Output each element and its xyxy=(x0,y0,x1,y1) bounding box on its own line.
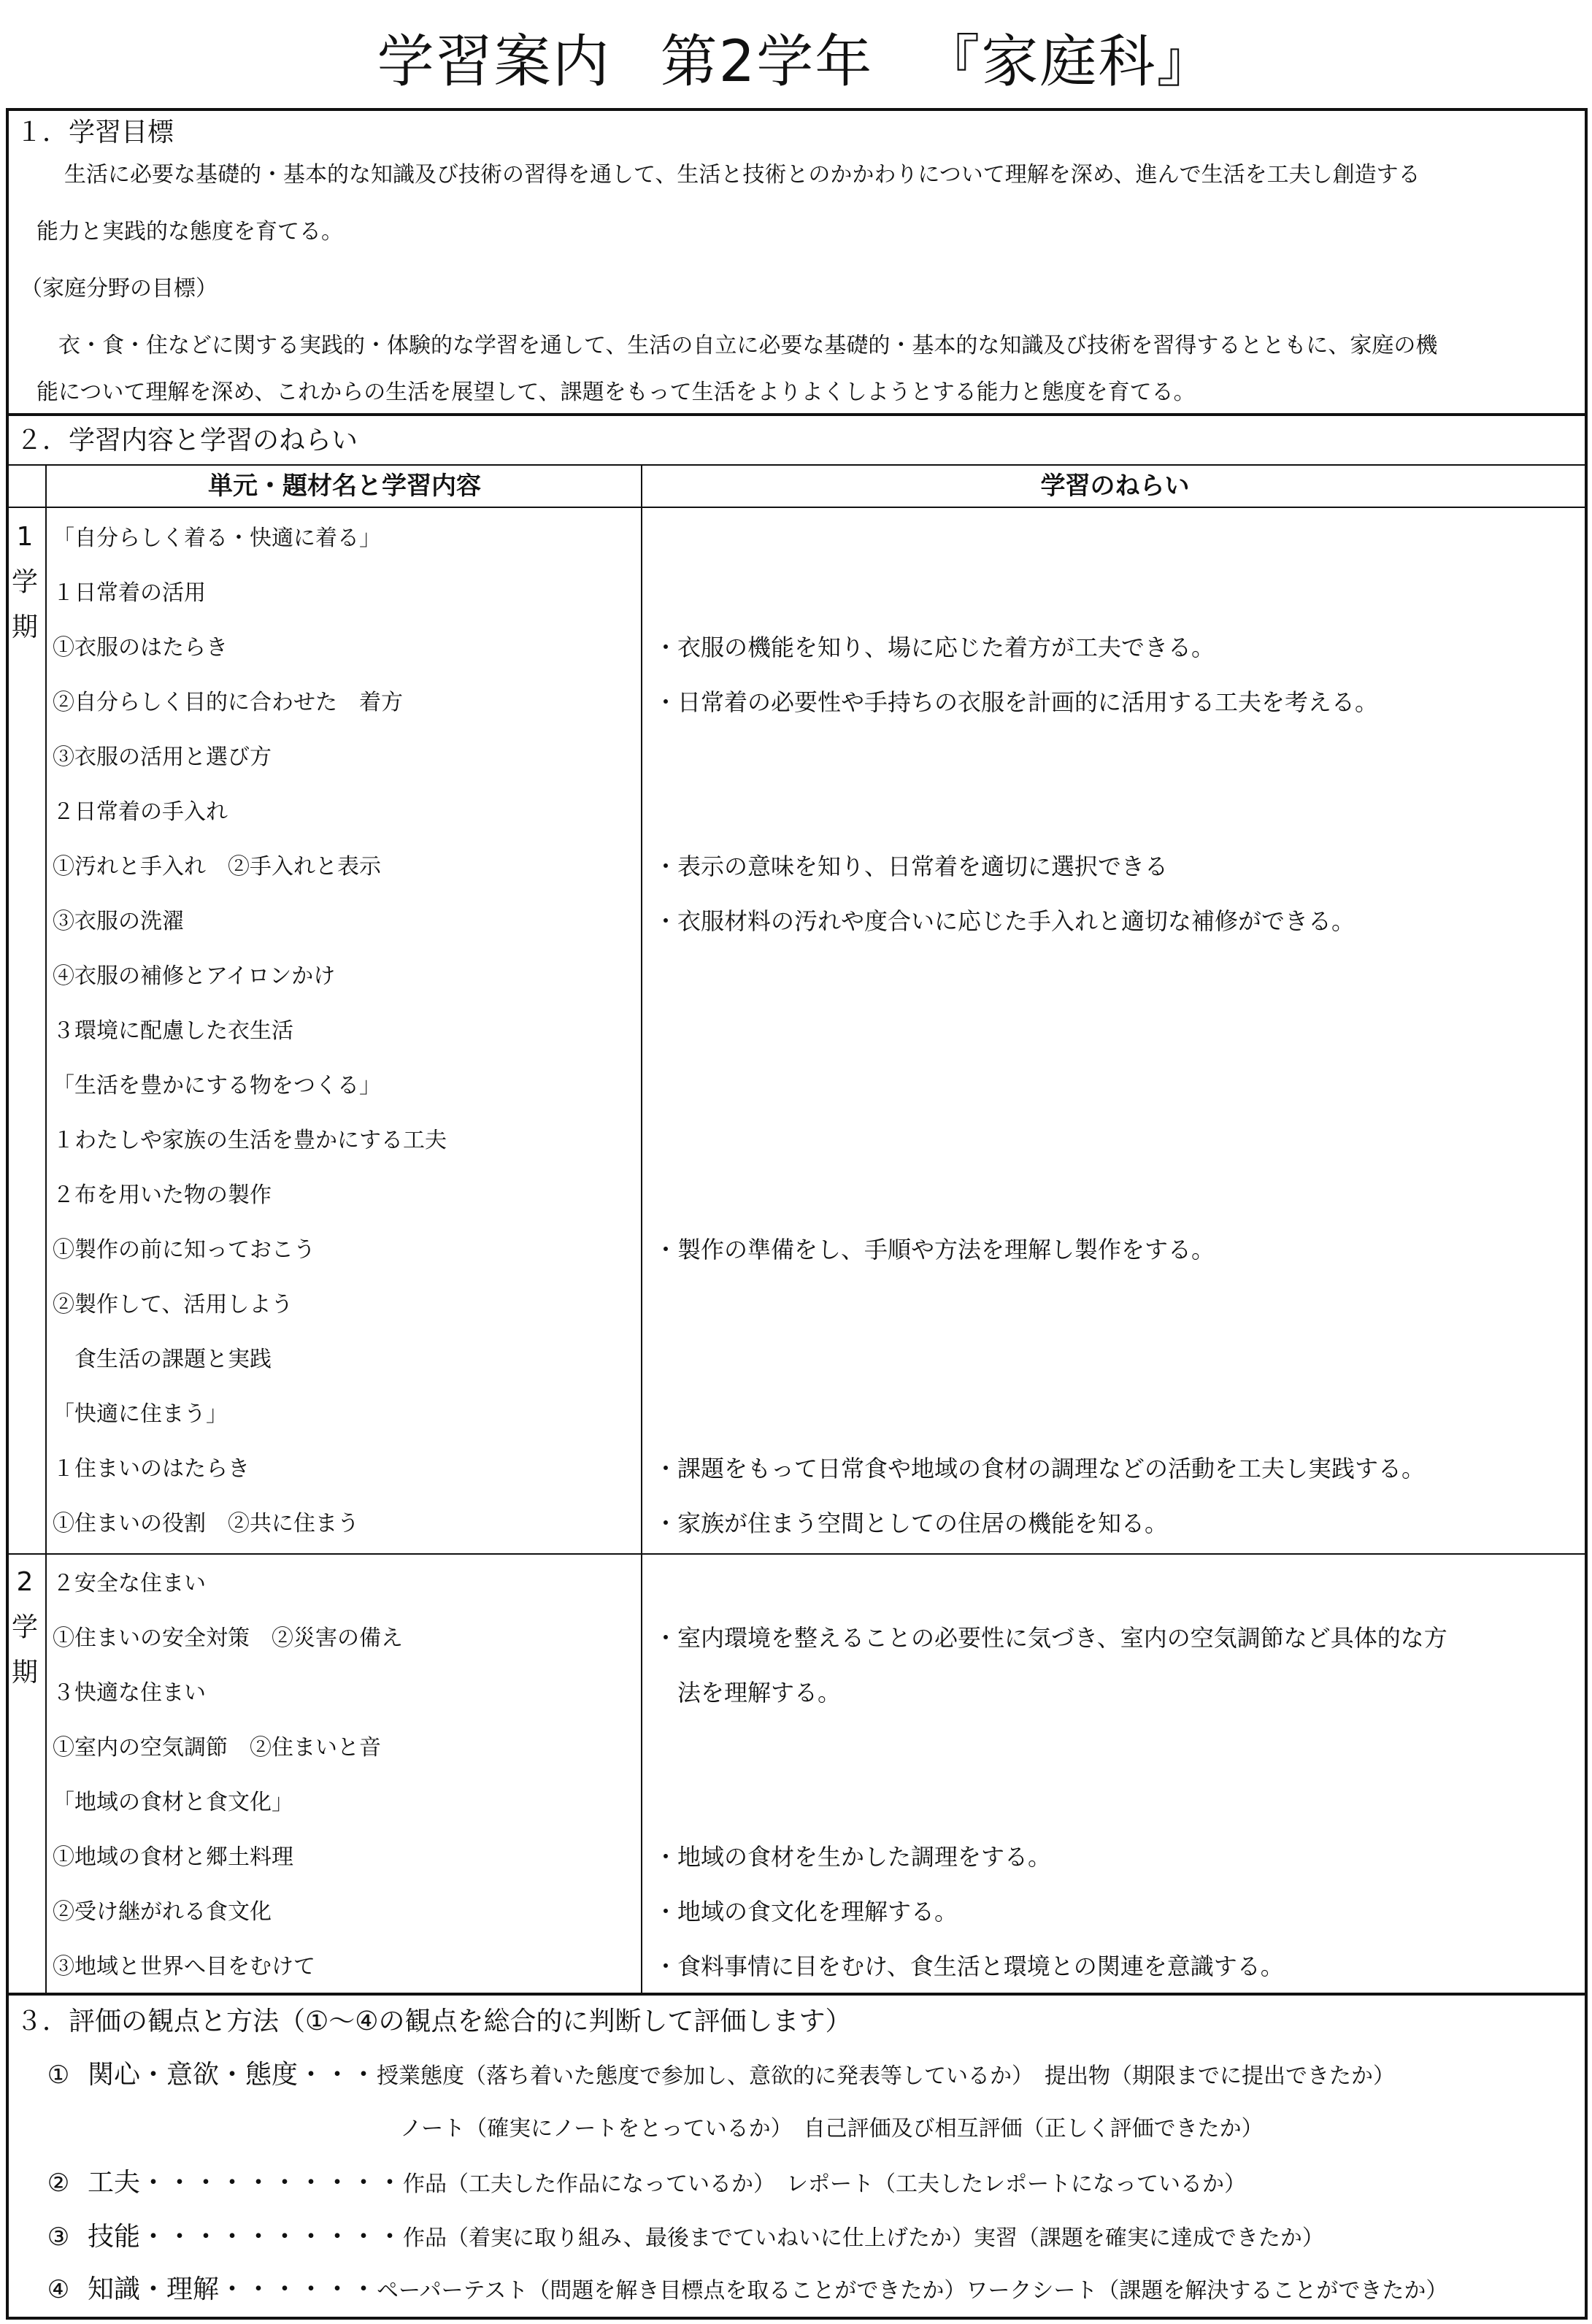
term1-item: ①衣服のはたらき xyxy=(53,635,228,661)
term2-item: ①地域の食材と郷土料理 xyxy=(53,1844,293,1870)
eval-category: 関心・意欲・態度・・・ xyxy=(88,2060,377,2090)
eval-item-1 xyxy=(29,2048,1395,2102)
term1-item: ②製作して、活用しよう xyxy=(53,1292,293,1317)
section1-heading: １．学習目標 xyxy=(16,118,174,147)
divider xyxy=(6,507,1588,508)
term1-aim: ・課題をもって日常食や地域の食材の調理などの活動を工夫し実践する。 xyxy=(654,1455,1426,1482)
divider xyxy=(6,1993,1588,1996)
home-goal-line-1: 衣・食・住などに関する実践的・体験的な学習を通して、生活の自立に必要な基礎的・基本的な知識及び技術を習得するとともに、家庭の機 xyxy=(58,333,1438,358)
eval-category: 工夫・・・・・・・・・・ xyxy=(88,2168,404,2198)
term1-item: ２布を用いた物の製作 xyxy=(53,1182,272,1208)
term2-item: ①室内の空気調節 ②住まいと音 xyxy=(53,1735,381,1761)
eval-desc: 授業態度（落ち着いた態度で参加し、意欲的に発表等しているか） 提出物（期限までに提出できたか） xyxy=(377,2063,1396,2089)
section2-heading: ２．学習内容と学習のねらい xyxy=(16,426,358,455)
home-goal-line-2: 能について理解を深め、これからの生活を展望して、課題をもって生活をよりよくしようとする能力と態度を育てる。 xyxy=(36,380,1196,405)
term2-label-num: 2 xyxy=(16,1567,34,1597)
eval-category: 技能・・・・・・・・・・ xyxy=(88,2222,404,2252)
term1-aim: ・日常着の必要性や手持ちの衣服を計画的に活用する工夫を考える。 xyxy=(654,688,1379,716)
eval-desc: ペーパーテスト（問題を解き目標点を取ることができたか）ワークシート（課題を解決することができたか） xyxy=(377,2278,1448,2304)
title-part-1: 学習案内 xyxy=(377,29,611,95)
term1-aim: ・表示の意味を知り、日常着を適切に選択できる xyxy=(654,853,1169,880)
term2-aim: ・地域の食文化を理解する。 xyxy=(654,1898,958,1925)
term1-item: 「生活を豊かにする物をつくる」 xyxy=(53,1073,381,1098)
term1-item: ③衣服の活用と選び方 xyxy=(53,744,272,770)
term-divider xyxy=(6,1553,1588,1555)
eval-num: ③ xyxy=(47,2223,70,2252)
term1-aim: ・衣服の機能を知り、場に応じた着方が工夫できる。 xyxy=(654,634,1215,661)
title-part-2: 第2学年 xyxy=(660,29,874,95)
eval-desc: 作品（工夫した作品になっているか） レポート（工夫したレポートになっているか） xyxy=(403,2171,1247,2197)
eval-num: ① xyxy=(47,2061,70,2090)
term2-item: ②受け継がれる食文化 xyxy=(53,1899,272,1925)
term2-item: ２安全な住まい xyxy=(53,1571,206,1596)
table-vline-term xyxy=(45,464,47,1993)
term1-item: ①汚れと手入れ ②手入れと表示 xyxy=(53,854,381,880)
term1-label-gaku: 学 xyxy=(11,567,38,597)
table-vline-middle xyxy=(641,464,642,1993)
term1-item: ２日常着の手入れ xyxy=(53,799,228,825)
term1-item: １住まいのはたらき xyxy=(53,1456,250,1482)
term2-aim: 法を理解する。 xyxy=(654,1679,842,1707)
term1-item: ④衣服の補修とアイロンかけ xyxy=(53,963,336,989)
term2-aim: ・室内環境を整えることの必要性に気づき、室内の空気調節など具体的な方 xyxy=(654,1624,1447,1652)
term2-item: ③地域と世界へ目をむけて xyxy=(53,1954,315,1979)
term2-item: 「地域の食材と食文化」 xyxy=(53,1790,293,1815)
term1-item: １日常着の活用 xyxy=(53,580,206,606)
goal-line-1: 生活に必要な基礎的・基本的な知識及び技術の習得を通して、生活と技術とのかかわりについて理解を深め、進んで生活を工夫し創造する xyxy=(64,162,1420,188)
eval-item-4 xyxy=(29,2263,1447,2317)
term1-item: ②自分らしく目的に合わせた 着方 xyxy=(53,690,403,715)
term1-item: ①住まいの役割 ②共に住まう xyxy=(53,1511,359,1536)
term2-label-gaku: 学 xyxy=(11,1612,38,1642)
divider xyxy=(6,413,1588,416)
section3-heading: ３．評価の観点と方法（①～④の観点を総合的に判断して評価します） xyxy=(16,2006,852,2036)
term2-item: ３快適な住まい xyxy=(53,1680,206,1706)
eval-category: 知識・理解・・・・・・ xyxy=(88,2274,377,2304)
eval-item-3 xyxy=(29,2210,1324,2264)
eval-item-1-continued: ノート（確実にノートをとっているか） 自己評価及び相互評価（正しく評価できたか） xyxy=(400,2116,1264,2142)
column-header-aim: 学習のねらい xyxy=(1040,472,1190,501)
term2-label-ki: 期 xyxy=(11,1658,38,1688)
term1-item: 「自分らしく着る・快適に着る」 xyxy=(53,526,381,551)
term1-item: ③衣服の洗濯 xyxy=(53,909,184,934)
eval-num: ② xyxy=(47,2169,70,2198)
term1-item: 「快適に住まう」 xyxy=(53,1401,228,1427)
term1-item: 食生活の課題と実践 xyxy=(53,1347,272,1372)
title-part-3: 『家庭科』 xyxy=(923,29,1215,95)
term1-aim: ・製作の準備をし、手順や方法を理解し製作をする。 xyxy=(654,1236,1215,1263)
term1-label-ki: 期 xyxy=(11,612,38,642)
term2-item: ①住まいの安全対策 ②災害の備え xyxy=(53,1625,403,1651)
home-goal-subheading: （家庭分野の目標） xyxy=(20,276,218,301)
eval-desc: 作品（着実に取り組み、最後までていねいに仕上げたか）実習（課題を確実に達成できたか） xyxy=(403,2225,1324,2251)
page-title xyxy=(0,22,1592,102)
eval-item-2 xyxy=(29,2156,1246,2210)
term2-aim: ・地域の食材を生かした調理をする。 xyxy=(654,1843,1052,1871)
term1-item: １わたしや家族の生活を豊かにする工夫 xyxy=(53,1128,447,1153)
term1-item: ①製作の前に知っておこう xyxy=(53,1237,315,1263)
term1-aim: ・家族が住まう空間としての住居の機能を知る。 xyxy=(654,1509,1169,1537)
term1-aim: ・衣服材料の汚れや度合いに応じた手入れと適切な補修ができる。 xyxy=(654,907,1355,935)
eval-num: ④ xyxy=(47,2275,70,2304)
goal-line-2: 能力と実践的な態度を育てる。 xyxy=(36,219,343,245)
term2-aim: ・食料事情に目をむけ、食生活と環境との関連を意識する。 xyxy=(654,1952,1284,1980)
column-header-unit: 単元・題材名と学習内容 xyxy=(208,472,481,501)
term1-item: ３環境に配慮した衣生活 xyxy=(53,1018,293,1044)
term1-label-num: 1 xyxy=(16,522,34,552)
